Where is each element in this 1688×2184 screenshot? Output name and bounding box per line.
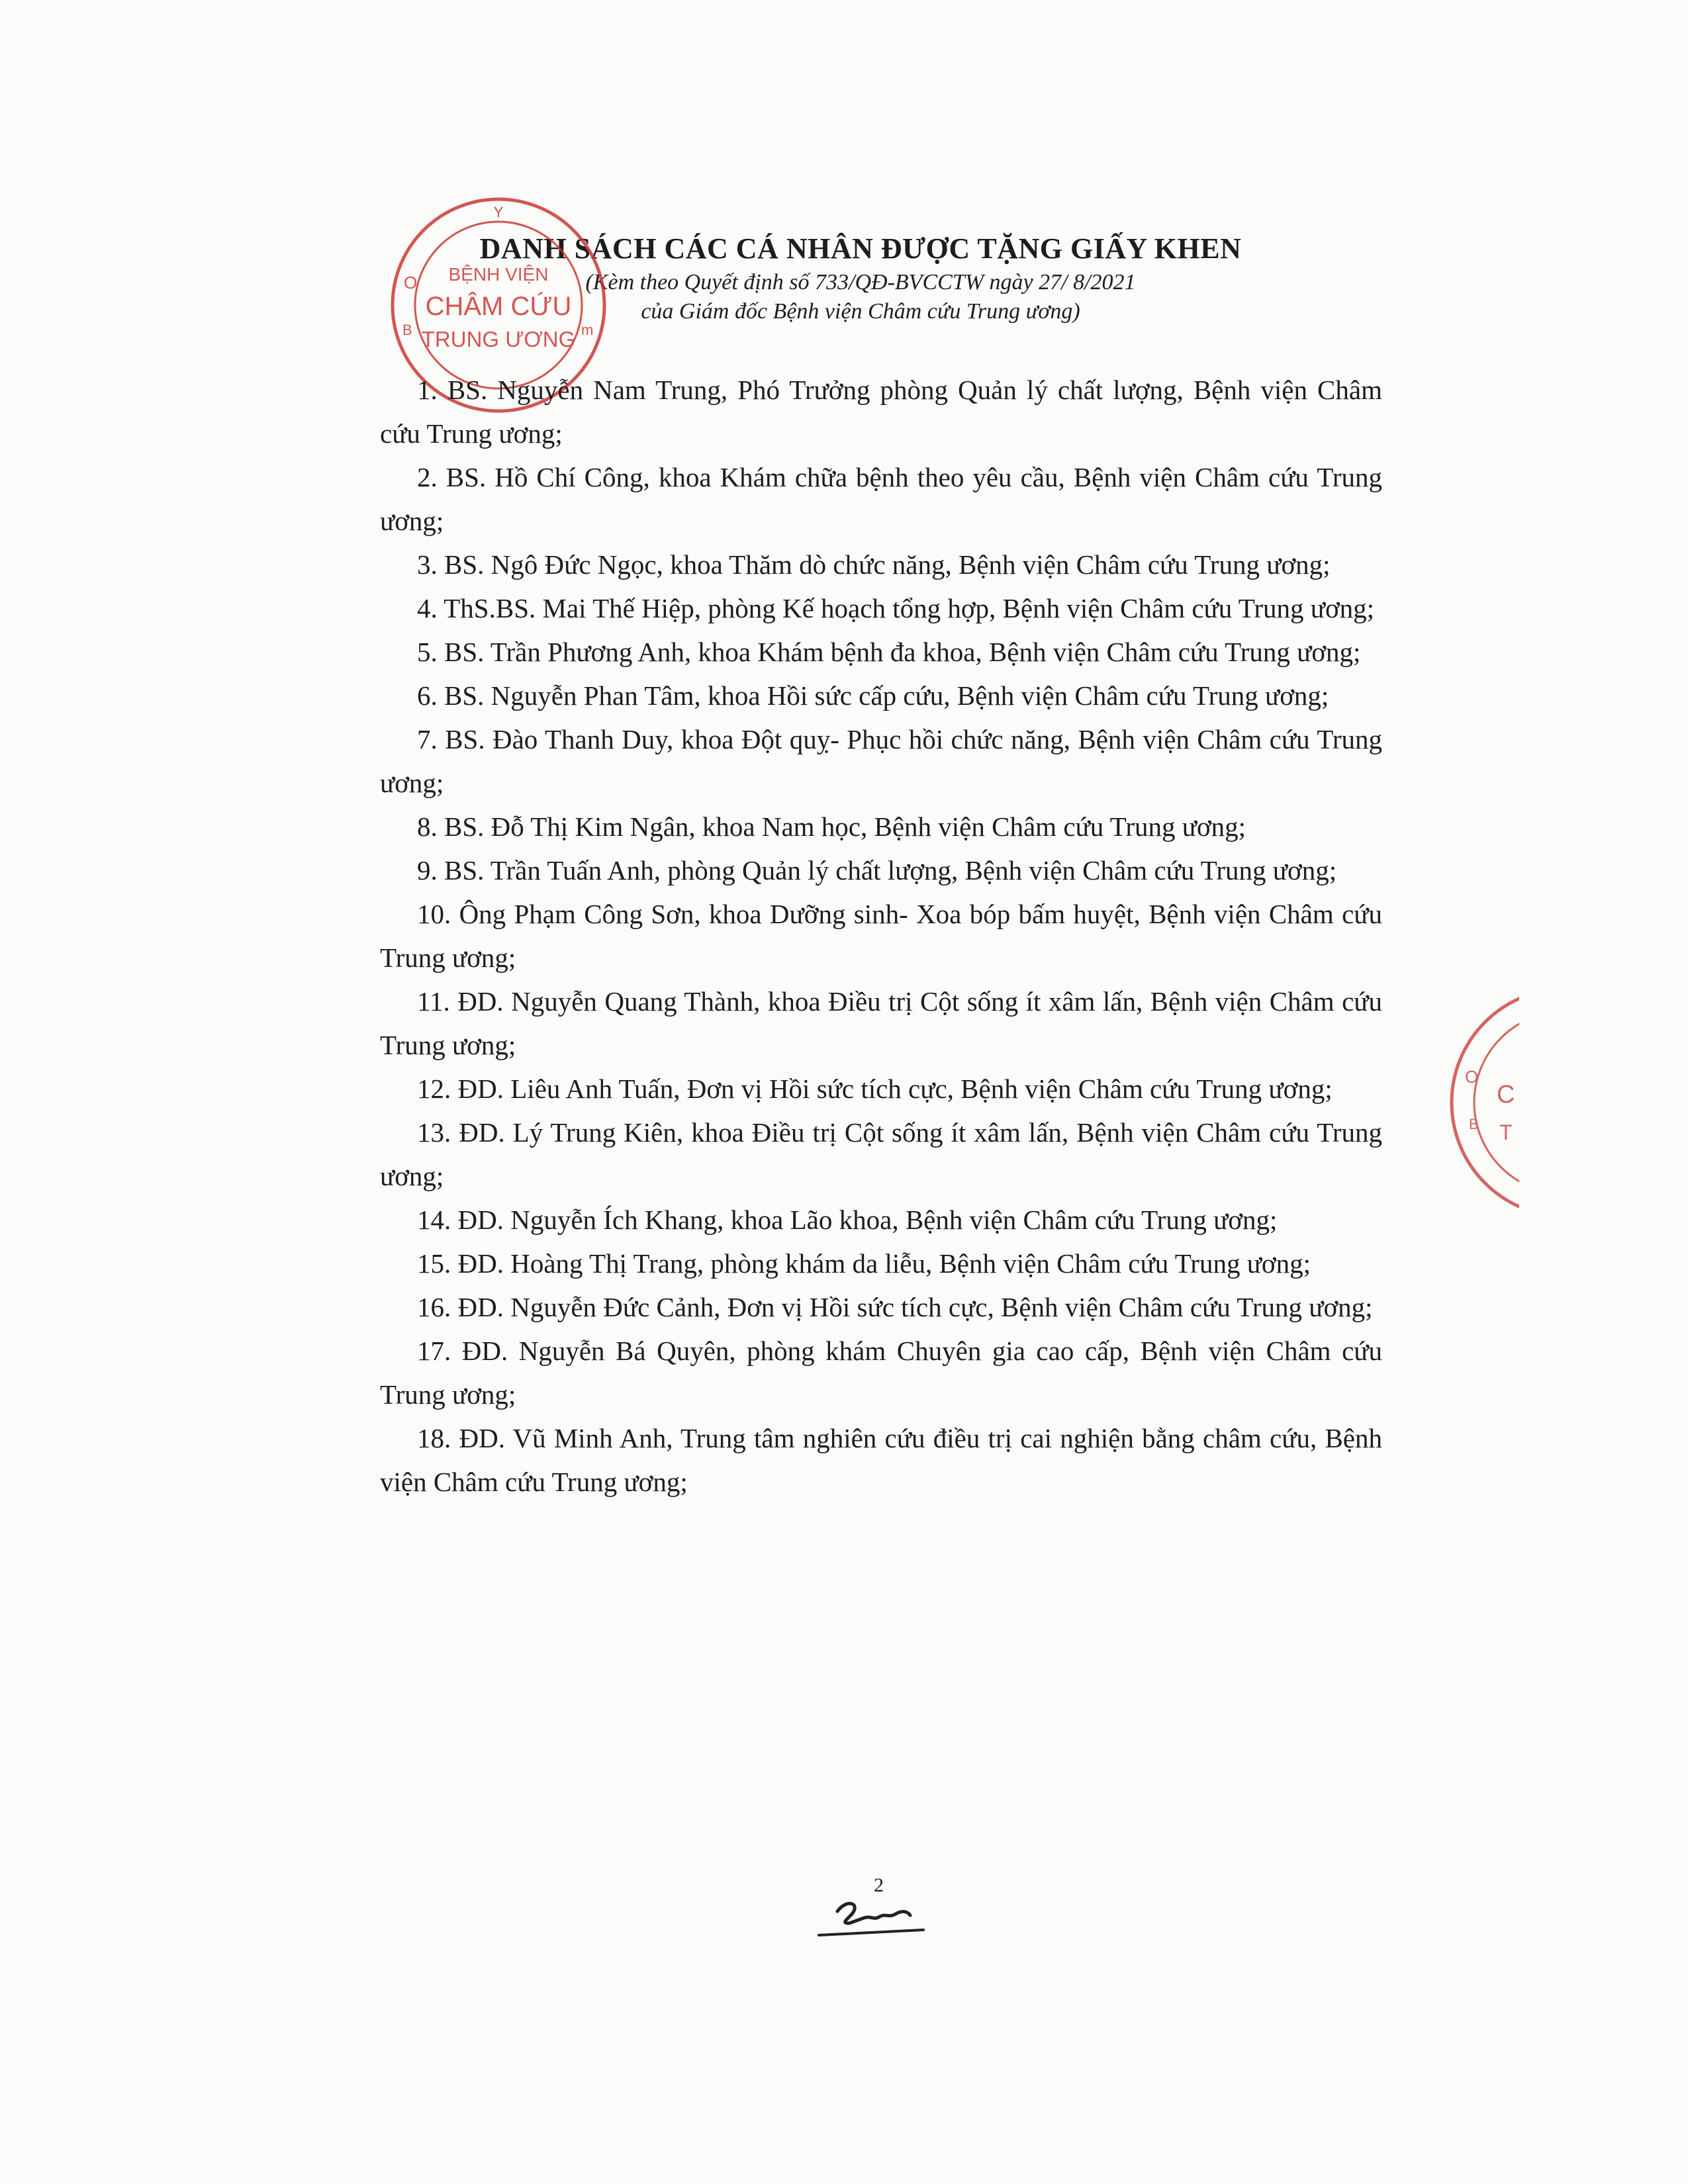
list-item: 10. Ông Phạm Công Sơn, khoa Dưỡng sinh- Xoa bóp bấm huyệt, Bệnh viện Châm cứu Trung ương; <box>380 899 1383 973</box>
list-item: 7. BS. Đào Thanh Duy, khoa Đột quỵ- Phục hồi chức năng, Bệnh viện Châm cứu Trung ương; <box>380 724 1383 798</box>
list-item: 18. ĐD. Vũ Minh Anh, Trung tâm nghiên cứu điều trị cai nghiện bằng châm cứu, Bệnh viện Châm cứu Trung ương; <box>380 1423 1382 1497</box>
seal-text-line1: BỆNH VIỆN <box>448 264 549 285</box>
seal-text-line2: CHÂM CỨU <box>425 292 572 321</box>
svg-text:O: O <box>1465 1067 1479 1087</box>
svg-text:C: C <box>1497 1081 1515 1109</box>
list-item: 3. BS. Ngô Đức Ngọc, khoa Thăm dò chức năng, Bệnh viện Châm cứu Trung ương; <box>417 549 1331 580</box>
list-item: 4. ThS.BS. Mai Thế Hiệp, phòng Kế hoạch tổng hợp, Bệnh viện Châm cứu Trung ương; <box>417 593 1375 623</box>
document-subtitle-line1: (Kèm theo Quyết định số 733/QĐ-BVCCTW ngày 27/ 8/2021 <box>585 270 1136 295</box>
list-item: 15. ĐD. Hoàng Thị Trang, phòng khám da liễu, Bệnh viện Châm cứu Trung ương; <box>417 1248 1311 1279</box>
seal-text-line3: TRUNG ƯƠNG <box>421 327 576 351</box>
list-item: 13. ĐD. Lý Trung Kiên, khoa Điều trị Cột sống ít xâm lấn, Bệnh viện Châm cứu Trung ương; <box>380 1117 1383 1191</box>
page-number: 2 <box>874 1874 884 1896</box>
recipient-list <box>380 368 1382 1504</box>
svg-text:B: B <box>402 322 412 338</box>
list-item: 8. BS. Đỗ Thị Kim Ngân, khoa Nam học, Bệnh viện Châm cứu Trung ương; <box>417 811 1246 842</box>
document-title: DANH SÁCH CÁC CÁ NHÂN ĐƯỢC TẶNG GIẤY KHEN <box>479 232 1242 265</box>
list-item: 6. BS. Nguyễn Phan Tâm, khoa Hồi sức cấp cứu, Bệnh viện Châm cứu Trung ương; <box>417 680 1329 711</box>
list-item: 1. BS. Nguyễn Nam Trung, Phó Trưởng phòng Quản lý chất lượng, Bệnh viện Châm cứu Trung ương; <box>380 375 1382 449</box>
list-item: 17. ĐD. Nguyễn Bá Quyên, phòng khám Chuyên gia cao cấp, Bệnh viện Châm cứu Trung ương; <box>380 1336 1382 1410</box>
svg-text:Y: Y <box>493 204 504 220</box>
svg-text:T: T <box>1499 1120 1513 1144</box>
list-item: 11. ĐD. Nguyễn Quang Thành, khoa Điều trị Cột sống ít xâm lấn, Bệnh viện Châm cứu Trung ương; <box>380 986 1382 1060</box>
svg-text:B: B <box>1469 1116 1479 1132</box>
list-item: 16. ĐD. Nguyễn Đức Cảnh, Đơn vị Hồi sức tích cực, Bệnh viện Châm cứu Trung ương; <box>417 1292 1373 1322</box>
signature-icon <box>811 1891 930 1944</box>
list-item: 14. ĐD. Nguyễn Ích Khang, khoa Lão khoa, Bệnh viện Châm cứu Trung ương; <box>417 1205 1278 1235</box>
list-item: 12. ĐD. Liêu Anh Tuấn, Đơn vị Hồi sức tích cực, Bệnh viện Châm cứu Trung ương; <box>417 1073 1333 1104</box>
partial-seal-icon <box>1446 983 1519 1222</box>
list-item: 2. BS. Hồ Chí Công, khoa Khám chữa bệnh theo yêu cầu, Bệnh viện Châm cứu Trung ương; <box>380 462 1382 536</box>
svg-text:m: m <box>581 322 594 338</box>
list-item: 5. BS. Trần Phương Anh, khoa Khám bệnh đa khoa, Bệnh viện Châm cứu Trung ương; <box>417 637 1361 667</box>
document-subtitle-line2: của Giám đốc Bệnh viện Châm cứu Trung ương) <box>641 299 1080 324</box>
svg-text:O: O <box>404 273 418 293</box>
list-item: 9. BS. Trần Tuấn Anh, phòng Quản lý chất lượng, Bệnh viện Châm cứu Trung ương; <box>417 855 1337 886</box>
